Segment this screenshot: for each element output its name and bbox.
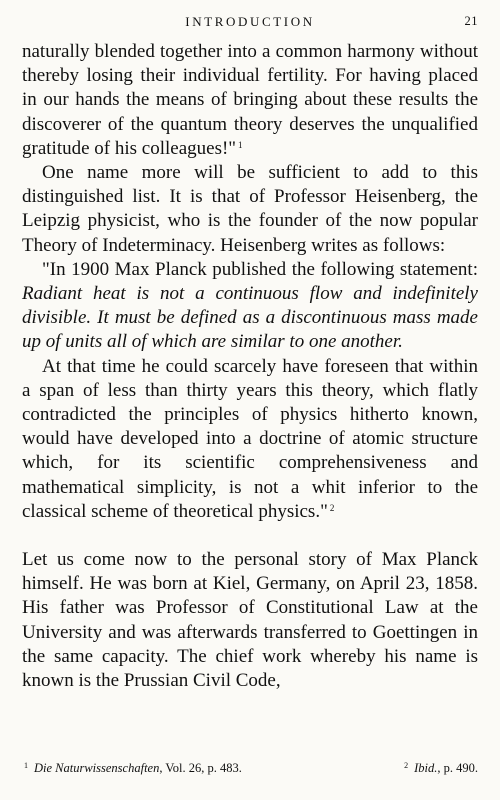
paragraph-3-quote — [22, 258, 478, 355]
quote-italic-statement: Radiant heat is not a continuous flow and indefinitely divisible. It must be defined as a discontinuous mass made up of units all of which are similar to one another. — [22, 283, 478, 353]
page-number: 21 — [464, 14, 478, 28]
running-head — [22, 12, 478, 36]
footnote-ref-2: 2 — [329, 502, 335, 513]
paragraph-4 — [22, 355, 478, 524]
book-page — [22, 12, 478, 792]
quote-opening: "In 1900 Max Planck published the following statement: — [42, 258, 478, 280]
footnote-2-citation: , p. 490. — [437, 761, 478, 775]
paragraph-1 — [22, 40, 478, 161]
paragraph-4-text: At that time he could scarcely have foreseen that within a span of less than thirty years this theory, which flatly contradicted the principles of physics hitherto known, would have developed into a doctrine of atomic structure which, for its scientific comprehensiveness and mathematical simplicity, is not a whit inferior to the classical scheme of theoretical physics." — [22, 355, 478, 522]
footnote-2 — [404, 758, 478, 776]
footnote-1-mark: 1 — [24, 761, 28, 770]
footnote-1 — [24, 758, 242, 776]
paragraph-1-text: naturally blended together into a common harmony without thereby losing their individual fertility. For having placed in our hands the means of bringing about these results the discoverer of the quantum theory deserves the unqualified gratitude of his colleagues!" — [22, 41, 478, 159]
footnote-1-citation: , Vol. 26, p. 483. — [159, 761, 242, 775]
running-head-title: INTRODUCTION — [185, 14, 315, 29]
section-break — [22, 524, 478, 548]
body-text — [22, 40, 478, 693]
footnote-2-mark: 2 — [404, 761, 409, 770]
footnote-1-title: Die Naturwissenschaften — [34, 761, 160, 775]
paragraph-5: Let us come now to the personal story of Max Planck himself. He was born at Kiel, Germany, on April 23, 1858. His father was Professor of Constitutional Law at the University and was afterwards transferred to Goettingen in the same capacity. The chief work whereby his name is known is the Prussian Civil Code, — [22, 549, 478, 692]
paragraph-2: One name more will be sufficient to add to this distinguished list. It is that of Professor Heisenberg, the Leipzig physicist, who is the founder of the now popular Theory of Indeterminacy. Heisenberg writes as follows: — [22, 162, 478, 256]
footnote-ref-1: 1 — [238, 139, 243, 150]
footnote-2-title: Ibid. — [414, 761, 438, 775]
